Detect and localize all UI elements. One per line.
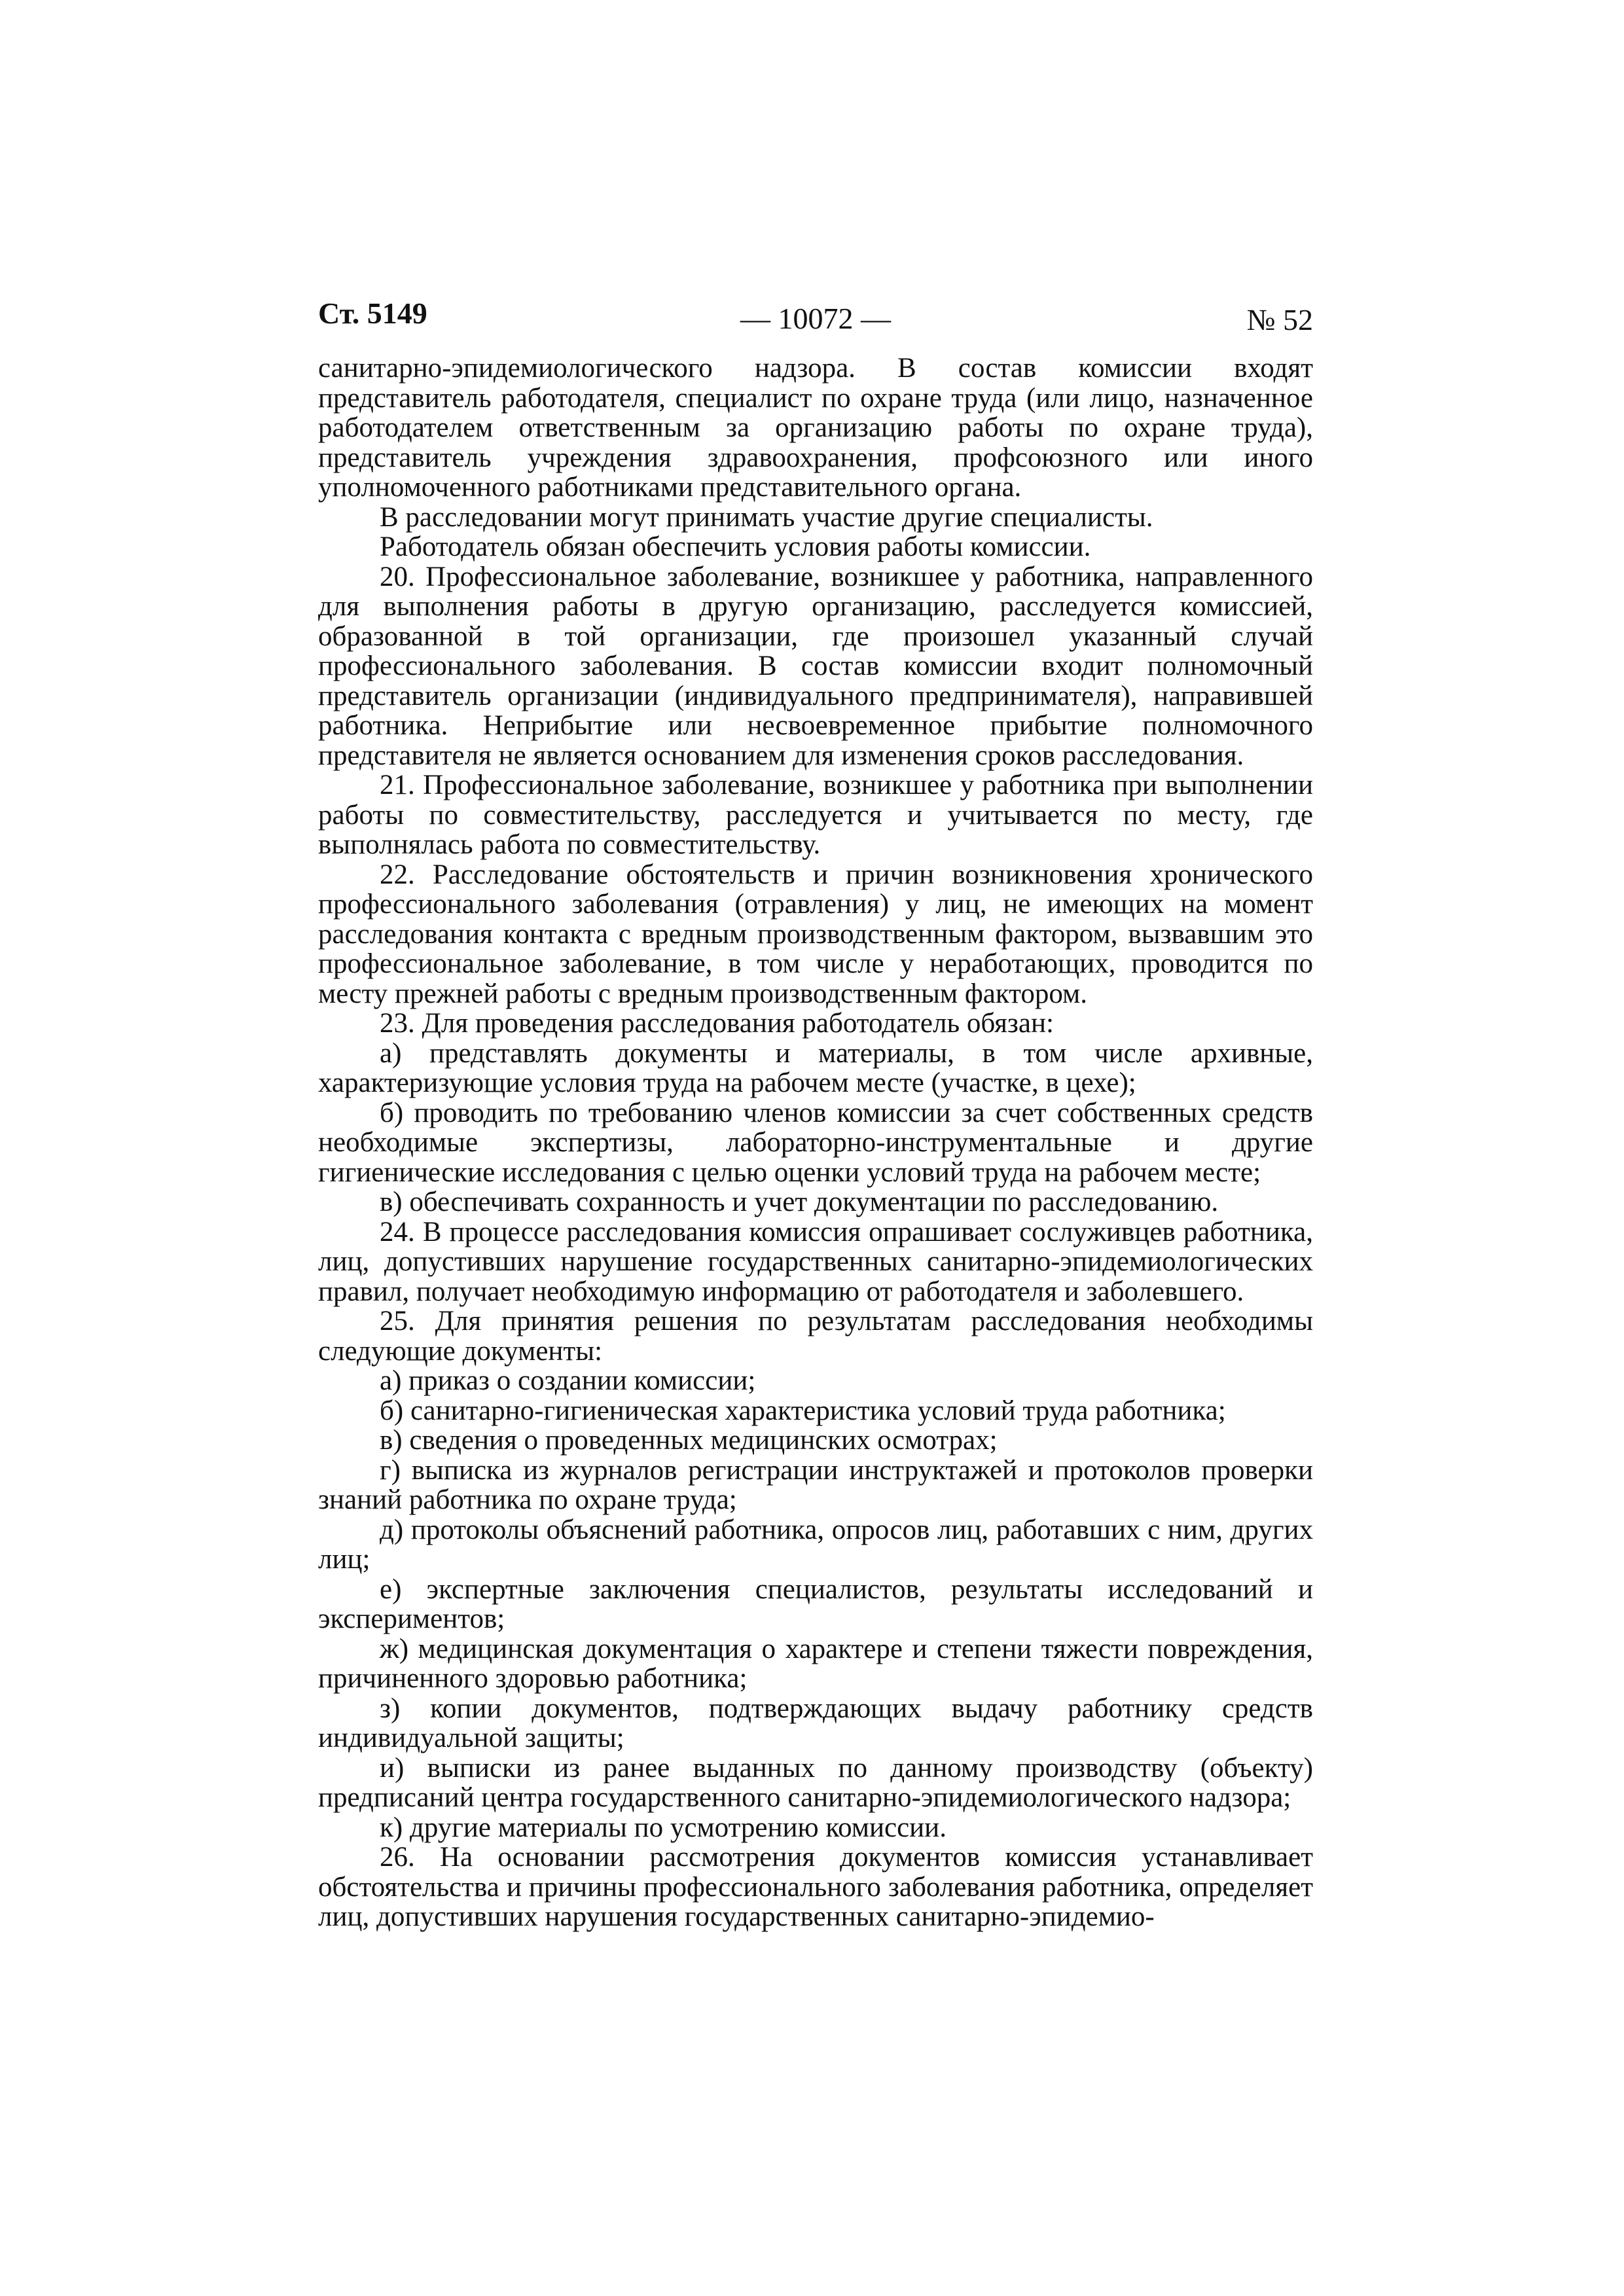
paragraph-item-26: 26. На основании рассмотрения документов комиссия устанавливает обстоятельства и причины профессионального заболевания работника, определяет лиц, допустивших нарушения государственных санитарно-эпидемио- <box>318 1842 1313 1932</box>
list-item: а) приказ о создании комиссии; <box>380 1365 756 1396</box>
article-number: Ст. 5149 <box>318 296 427 330</box>
list-item: к) другие материалы по усмотрению комиссии. <box>380 1812 947 1843</box>
paragraph-item-20: 20. Профессиональное заболевание, возникшее у работника, направленного для выполнения работы в другую организацию, расследуется комиссией, образованной в той организации, где произошел указанный случай профессионального заболевания. В состав комиссии входит полномочный представитель организации (индивидуального предпринимателя), направившей работника. Неприбытие или несвоевременное прибытие полномочного представителя не является основанием для изменения сроков расследования. <box>318 561 1313 771</box>
list-item: в) обеспечивать сохранность и учет документации по расследованию. <box>380 1187 1219 1217</box>
list-item: д) протоколы объяснений работника, опросов лиц, работавших с ним, других лиц; <box>318 1514 1313 1575</box>
list-item: и) выписки из ранее выданных по данному производству (объекту) предписаний центра государственного санитарно-эпидемиологического надзора; <box>318 1752 1313 1813</box>
paragraph-item-22: 22. Расследование обстоятельств и причин возникновения хронического профессионального заболевания (отравления) у лиц, не имеющих на момент расследования контакта с вредным производственным фактором, вызвавшим это профессиональное заболевание, в том числе у неработающих, проводится по месту прежней работы с вредным производственным фактором. <box>318 859 1313 1009</box>
list-item: е) экспертные заключения специалистов, результаты исследований и экспериментов; <box>318 1573 1313 1634</box>
document-page <box>318 288 1313 1932</box>
list-item: а) представлять документы и материалы, в том числе архивные, характеризующие условия труда на рабочем месте (участке, в цехе); <box>318 1037 1313 1098</box>
list-item: з) копии документов, подтверждающих выдачу работнику средств индивидуальной защиты; <box>318 1693 1313 1753</box>
page-number: — 10072 — <box>740 302 891 335</box>
paragraph-item-21: 21. Профессиональное заболевание, возникшее у работника при выполнении работы по совместительству, расследуется и учитывается по месту, где выполнялась работа по совместительству. <box>318 770 1313 860</box>
list-item: г) выписка из журналов регистрации инструктажей и протоколов проверки знаний работника по охране труда; <box>318 1454 1313 1515</box>
paragraph-item-23: 23. Для проведения расследования работодатель обязан: <box>380 1008 1054 1039</box>
issue-number: № 52 <box>1246 303 1313 336</box>
list-item: б) санитарно-гигиеническая характеристика условий труда работника; <box>380 1395 1226 1426</box>
paragraph-item-24: 24. В процессе расследования комиссия опрашивает сослуживцев работника, лиц, допустивших нарушение государственных санитарно-эпидемиологических правил, получает необходимую информацию от работодателя и заболевшего. <box>318 1216 1313 1307</box>
paragraph-continuation: санитарно-эпидемиологического надзора. В состав комиссии входят представитель работодателя, специалист по охране труда (или лицо, назначенное работодателем ответственным за организацию работы по охране труда), представитель учреждения здравоохранения, профсоюзного или иного уполномоченного работниками представительного органа. <box>318 353 1313 503</box>
list-item: б) проводить по требованию членов комиссии за счет собственных средств необходимые экспертизы, лабораторно-инструментальные и другие гигиенические исследования с целью оценки условий труда на рабочем месте; <box>318 1097 1313 1188</box>
list-item: в) сведения о проведенных медицинских осмотрах; <box>380 1425 998 1456</box>
list-item: ж) медицинская документация о характере и степени тяжести повреждения, причиненного здоровью работника; <box>318 1633 1313 1694</box>
paragraph: В расследовании могут принимать участие другие специалисты. <box>380 501 1153 533</box>
paragraph-item-25: 25. Для принятия решения по результатам расследования необходимы следующие документы: <box>318 1306 1313 1367</box>
document-body <box>318 353 1313 1932</box>
page-header <box>318 288 1313 353</box>
paragraph: Работодатель обязан обеспечить условия работы комиссии. <box>380 531 1091 562</box>
